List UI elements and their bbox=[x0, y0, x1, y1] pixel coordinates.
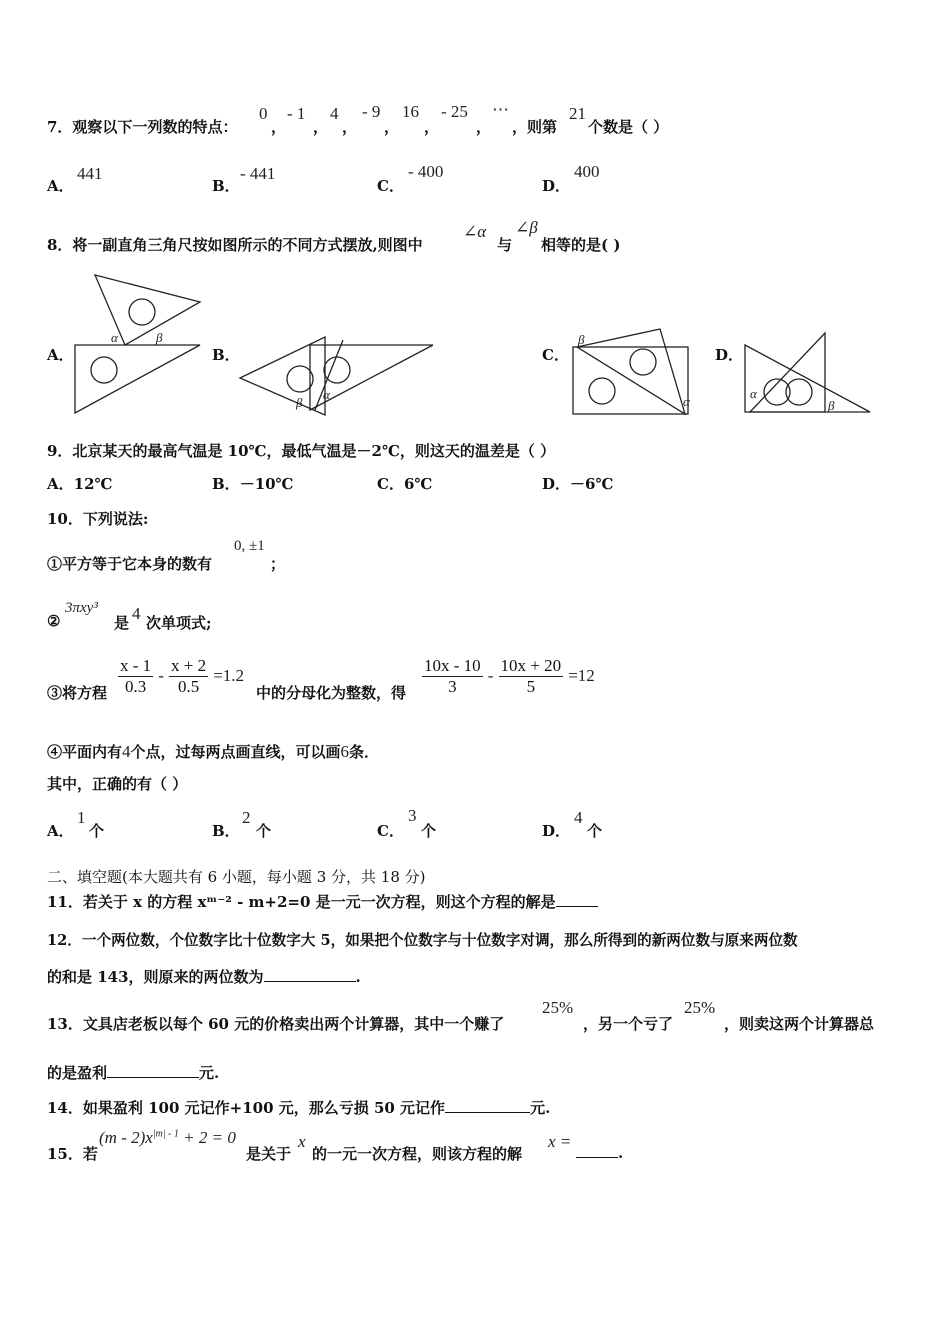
q10-title: 10．下列说法: bbox=[47, 510, 149, 528]
q13-profit-percent: 25% bbox=[542, 998, 574, 1017]
q7-seq-1: - 1 bbox=[287, 104, 306, 123]
q8-figure-a-alpha: α bbox=[111, 330, 118, 345]
q10-statement-2-math: 3πxy³ bbox=[65, 600, 98, 616]
q15-answer: . bbox=[576, 1143, 623, 1162]
q7-n: 21 bbox=[569, 104, 586, 123]
q12-line-1: 12．一个两位数，个位数字比十位数字大 5，如果把个位数字与十位数字对调，那么所得到的新两位数与原来两位数 bbox=[47, 932, 798, 949]
q8-figure-b-alpha: α bbox=[323, 387, 330, 402]
q10-equation-converted: $\frac{10x - 10}{3}$ - $\frac{10x + 20}{5}$ =12 bbox=[424, 656, 595, 696]
q8-beta: ∠β bbox=[515, 218, 538, 237]
q7-option-a-value: 441 bbox=[77, 164, 103, 183]
q13-line-2: 的是盈利 元. bbox=[47, 1064, 220, 1082]
q7-stem: 7．观察以下一列数的特点： bbox=[47, 118, 238, 136]
q9-option-b: B．－10℃ bbox=[212, 475, 294, 493]
q10-statement-3: ③将方程 bbox=[47, 684, 108, 702]
q10-option-d-label: D． bbox=[542, 822, 571, 840]
q11-answer-blank[interactable] bbox=[556, 892, 598, 907]
q8-stem: 8．将一副直角三角尺按如图所示的不同方式摆放,则图中 bbox=[47, 236, 423, 254]
q15-solution-label: x = bbox=[548, 1132, 572, 1151]
q8-figure-b bbox=[235, 335, 440, 420]
q7-seq-0: 0 bbox=[259, 104, 268, 123]
q7-seq-2: 4 bbox=[330, 104, 339, 123]
q14-answer-blank[interactable] bbox=[445, 1098, 530, 1113]
q8-figure-c-beta: β bbox=[578, 332, 585, 347]
q7-option-b-label: B． bbox=[212, 177, 240, 195]
q7-seq-4: 16 bbox=[402, 102, 419, 121]
q10-statement-2-degree: 4 bbox=[132, 604, 141, 623]
q7-seq-3: - 9 bbox=[362, 102, 381, 121]
q15-equation: $(m - 2)x^{|m| - 1} + 2 = 0$ bbox=[99, 1128, 236, 1147]
q10-statement-1-math: 0, ±1 bbox=[234, 538, 265, 554]
q8-figure-c-alpha: α bbox=[683, 394, 690, 409]
q8-figure-b-beta: β bbox=[296, 395, 303, 410]
q15-variable: x bbox=[298, 1132, 306, 1151]
q11-stem: 11．若关于 x 的方程 xᵐ⁻² - m+2=0 是一元一次方程，则这个方程的解是 bbox=[47, 891, 598, 912]
q15-stem: 15．若 bbox=[47, 1145, 98, 1163]
q13-stem: 13．文具店老板以每个 60 元的价格卖出两个计算器，其中一个赚了 bbox=[47, 1015, 505, 1033]
q10-option-a-label: A． bbox=[47, 822, 74, 840]
q13-loss-percent: 25% bbox=[684, 998, 716, 1017]
section-2-title: 二、填空题(本大题共有 6 小题，每小题 3 分，共 18 分) bbox=[47, 868, 426, 886]
q7-seq-5: - 25 bbox=[441, 102, 468, 121]
q9-stem: 9．北京某天的最高气温是 10℃，最低气温是－2℃，则这天的温差是（ ） bbox=[47, 442, 556, 460]
q8-option-d-label: D． bbox=[715, 346, 744, 364]
q8-option-a-label: A． bbox=[47, 346, 74, 364]
q8-figure-d-alpha: α bbox=[750, 386, 757, 401]
q10-option-c-label: C． bbox=[377, 822, 404, 840]
q7-option-d-value: 400 bbox=[574, 162, 600, 181]
q8-alpha: ∠α bbox=[463, 222, 487, 241]
q10-equation-original: $\frac{x - 1}{0.3}$ - $\frac{x + 2}{0.5}$ =1.2 bbox=[120, 656, 245, 696]
q13-answer-blank[interactable] bbox=[107, 1063, 199, 1078]
q14-stem: 14．如果盈利 100 元记作+100 元，那么亏损 50 元记作 元. bbox=[47, 1099, 551, 1117]
q10-statement-4: ④平面内有4个点，过每两点画直线，可以画6条． bbox=[47, 742, 380, 761]
q7-option-b-value: - 441 bbox=[240, 164, 276, 183]
q7-option-c-value: - 400 bbox=[408, 162, 444, 181]
q7-seq-6: ⋯ bbox=[492, 100, 509, 119]
q8-figure-a-beta: β bbox=[156, 330, 163, 345]
q10-statement-2: ② bbox=[47, 612, 61, 630]
q7-option-d-label: D． bbox=[542, 177, 571, 195]
q8-figure-d-beta: β bbox=[828, 398, 835, 413]
q9-option-c: C．6℃ bbox=[377, 475, 433, 493]
q7-option-c-label: C． bbox=[377, 177, 404, 195]
q12-answer-blank[interactable] bbox=[264, 967, 356, 982]
q10-option-b-label: B． bbox=[212, 822, 240, 840]
q9-option-d: D．－6℃ bbox=[542, 475, 614, 493]
q8-figure-c bbox=[565, 322, 705, 422]
q8-option-c-label: C． bbox=[542, 346, 569, 364]
q12-line-2: 的和是 143，则原来的两位数为 . bbox=[47, 968, 361, 986]
q10-statement-1: ①平方等于它本身的数有 bbox=[47, 555, 213, 573]
q7-option-a-label: A． bbox=[47, 177, 74, 195]
q9-option-a: A．12℃ bbox=[47, 475, 113, 493]
q8-option-b-label: B． bbox=[212, 346, 240, 364]
q10-ask: 其中，正确的有（ ） bbox=[47, 775, 188, 793]
q8-figure-d bbox=[740, 330, 875, 420]
q15-answer-blank[interactable] bbox=[576, 1143, 618, 1158]
q8-figure-a bbox=[60, 270, 220, 420]
